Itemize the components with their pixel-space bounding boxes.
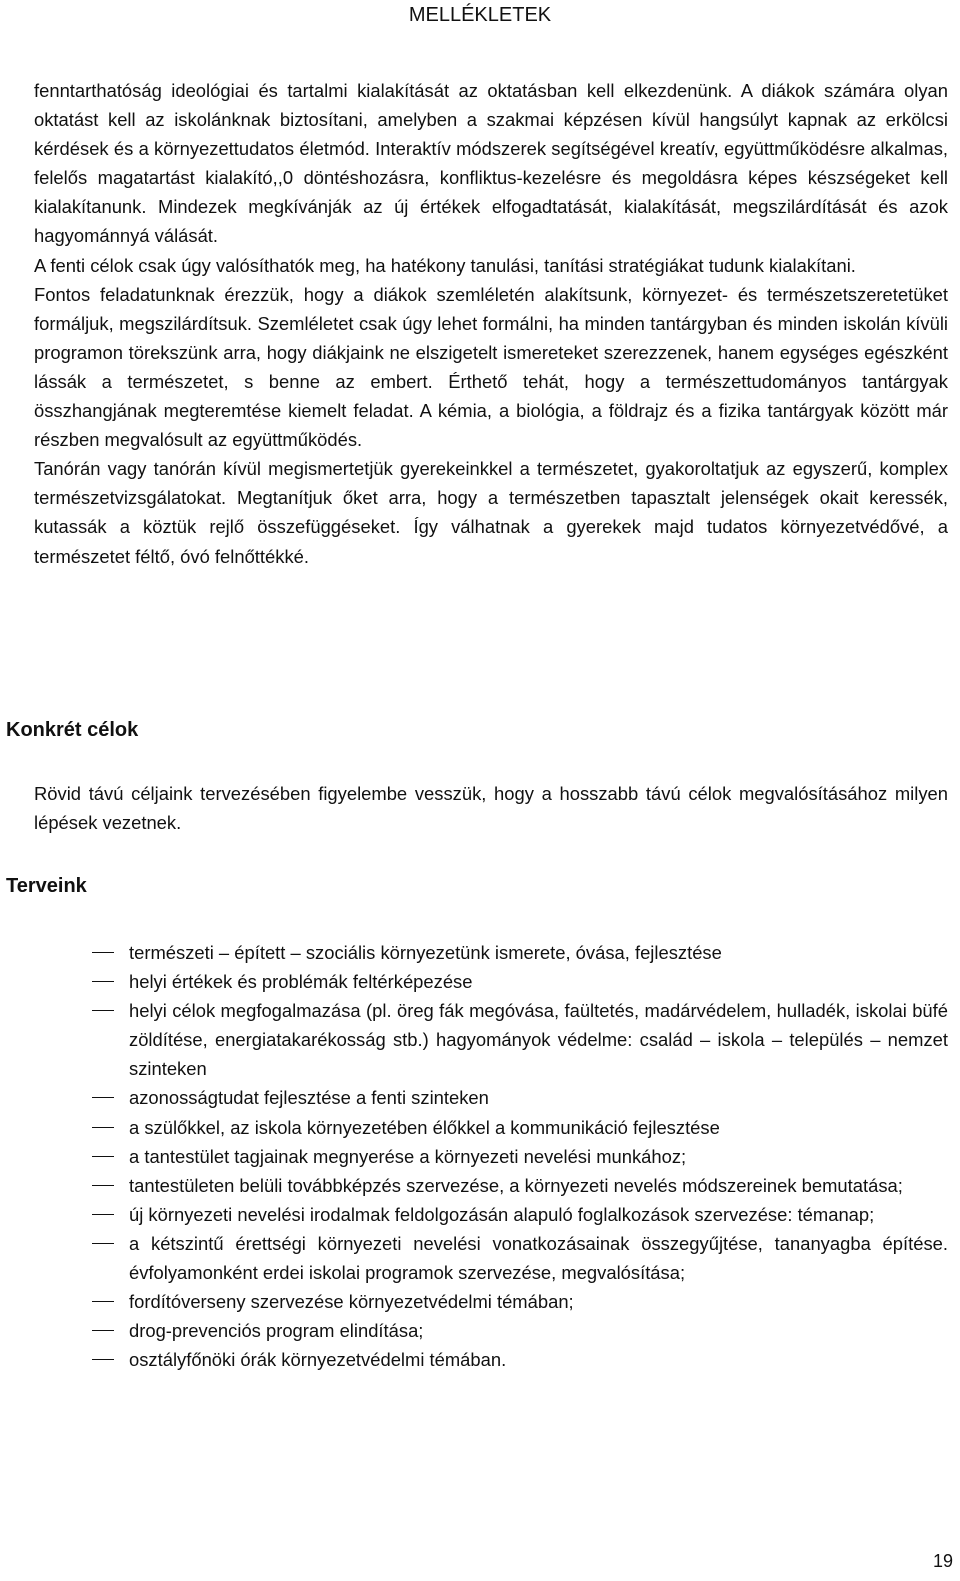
page-number: 19	[932, 1551, 953, 1571]
dash-bullet-icon	[92, 1301, 114, 1302]
list-item	[0, 1171, 960, 1200]
list-item-text: helyi célok megfogalmazása (pl. öreg fák megóvása, faültetés, madárvédelem, hulladék, iskolai büfé zöldítése, energiatakarékosság stb.) hagyományok védelme: család – iskola – település – nemzet szinteken	[129, 1000, 948, 1080]
dash-bullet-icon	[92, 1359, 114, 1360]
dash-bullet-icon	[92, 952, 114, 953]
section-heading-terveink: Terveink	[6, 875, 87, 897]
list-item-text: azonosságtudat fejlesztése a fenti szinteken	[129, 1087, 489, 1109]
list-item-text: tantestületen belüli továbbképzés szervezése, a környezeti nevelés módszereinek bemutatása;	[129, 1174, 903, 1196]
list-item	[0, 1113, 960, 1142]
intro-paragraph: A fenti célok csak úgy valósíthatók meg, ha hatékony tanulási, tanítási stratégiákat tudunk kialakítani.	[34, 254, 856, 276]
list-item-text: a szülőkkel, az iskola környezetében élőkkel a kommunikáció fejlesztése	[129, 1116, 720, 1138]
list-item-text: helyi értékek és problémák feltérképezése	[129, 971, 473, 993]
dash-bullet-icon	[92, 1127, 114, 1128]
list-item	[0, 938, 960, 967]
list-item-text: új környezeti nevelési irodalmak feldolgozásán alapuló foglalkozások szervezése: témanap;	[129, 1203, 875, 1225]
list-item	[0, 1345, 960, 1374]
list-item-text: a tantestület tagjainak megnyerése a környezeti nevelési munkához;	[129, 1145, 687, 1167]
page-header-title: MELLÉKLETEK	[408, 4, 552, 26]
list-item	[0, 1200, 960, 1229]
list-item-text: osztályfőnöki órák környezetvédelmi témában.	[129, 1349, 507, 1371]
dash-bullet-icon	[92, 1330, 114, 1331]
intro-paragraph: fenntarthatóság ideológiai és tartalmi kialakítását az oktatásban kell elkezdenünk. A diákok számára olyan oktatást kell az iskolánknak biztosítani, amelyben a szakmai képzésen kívül hangsúlyt kapnak az erkölcsi kérdések és a környezettudatos életmód. Interaktív módszerek segítségével kreatív, együttműködésre alkalmas, felelős magatartást kialakító,,0 döntéshozásra, konfliktus-kezelésre és megoldásra képes készségeket kell kialakítanunk. Mindezek megkívánják az új értékek elfogadtatását, kialakítását, megszilárdítását és azok hagyománnyá válását.	[34, 80, 948, 247]
intro-section	[34, 76, 948, 571]
dash-bullet-icon	[92, 1185, 114, 1186]
dash-bullet-icon	[92, 1097, 114, 1098]
list-item-text: fordítóverseny szervezése környezetvédelmi témában;	[129, 1291, 574, 1313]
dash-bullet-icon	[92, 1010, 114, 1011]
list-item	[0, 1316, 960, 1345]
goals-paragraph: Rövid távú céljaink tervezésében figyelembe vesszük, hogy a hosszabb távú célok megvalósításához milyen lépések vezetnek.	[34, 783, 948, 834]
plans-list	[0, 938, 960, 1374]
dash-bullet-icon	[92, 1243, 114, 1244]
list-item-text: a kétszintű érettségi környezeti nevelési vonatkozásainak összegyűjtése, tananyagba építése. évfolyamonként erdei iskolai programok szervezése, megvalósítása;	[129, 1232, 948, 1284]
section-heading-konkret-celok: Konkrét célok	[6, 719, 139, 741]
list-item	[0, 1083, 960, 1112]
dash-bullet-icon	[92, 1214, 114, 1215]
list-item-text: természeti – épített – szociális környezetünk ismerete, óvása, fejlesztése	[129, 942, 722, 963]
intro-paragraph: Fontos feladatunknak érezzük, hogy a diákok szemléletén alakítsunk, környezet- és természetszeretetüket formáljuk, megszilárdítsuk. Szemléletet csak úgy lehet formálni, ha minden tantárgyban és minden iskolán kívüli programon törekszünk arra, hogy diákjaink ne elszigetelt ismereteket szerezzenek, hanem egységes egészként lássák a természetet, s benne az embert. Érthető tehát, hogy a természettudományos tantárgyak összhangjának megteremtése kiemelt feladat. A kémia, a biológia, a földrajz és a fizika tantárgyak között már részben megvalósult az együttműködés.	[34, 283, 948, 451]
list-item	[0, 1142, 960, 1171]
list-item	[0, 967, 960, 996]
list-item	[0, 1287, 960, 1316]
list-item-text: drog-prevenciós program elindítása;	[129, 1320, 424, 1342]
intro-paragraph: Tanórán vagy tanórán kívül megismertetjük gyerekeinkkel a természetet, gyakoroltatjuk az egyszerű, komplex természetvizsgálatokat. Megtanítjuk őket arra, hogy a természetben tapasztalt jelenségek okait keressék, kutassák a köztük rejlő összefüggéseket. Így válhatnak a gyerekek majd tudatos környezetvédővé, a természetet féltő, óvó felnőttékké.	[34, 458, 948, 567]
list-item	[0, 1229, 960, 1287]
list-item	[0, 996, 960, 1083]
dash-bullet-icon	[92, 1156, 114, 1157]
dash-bullet-icon	[92, 981, 114, 982]
